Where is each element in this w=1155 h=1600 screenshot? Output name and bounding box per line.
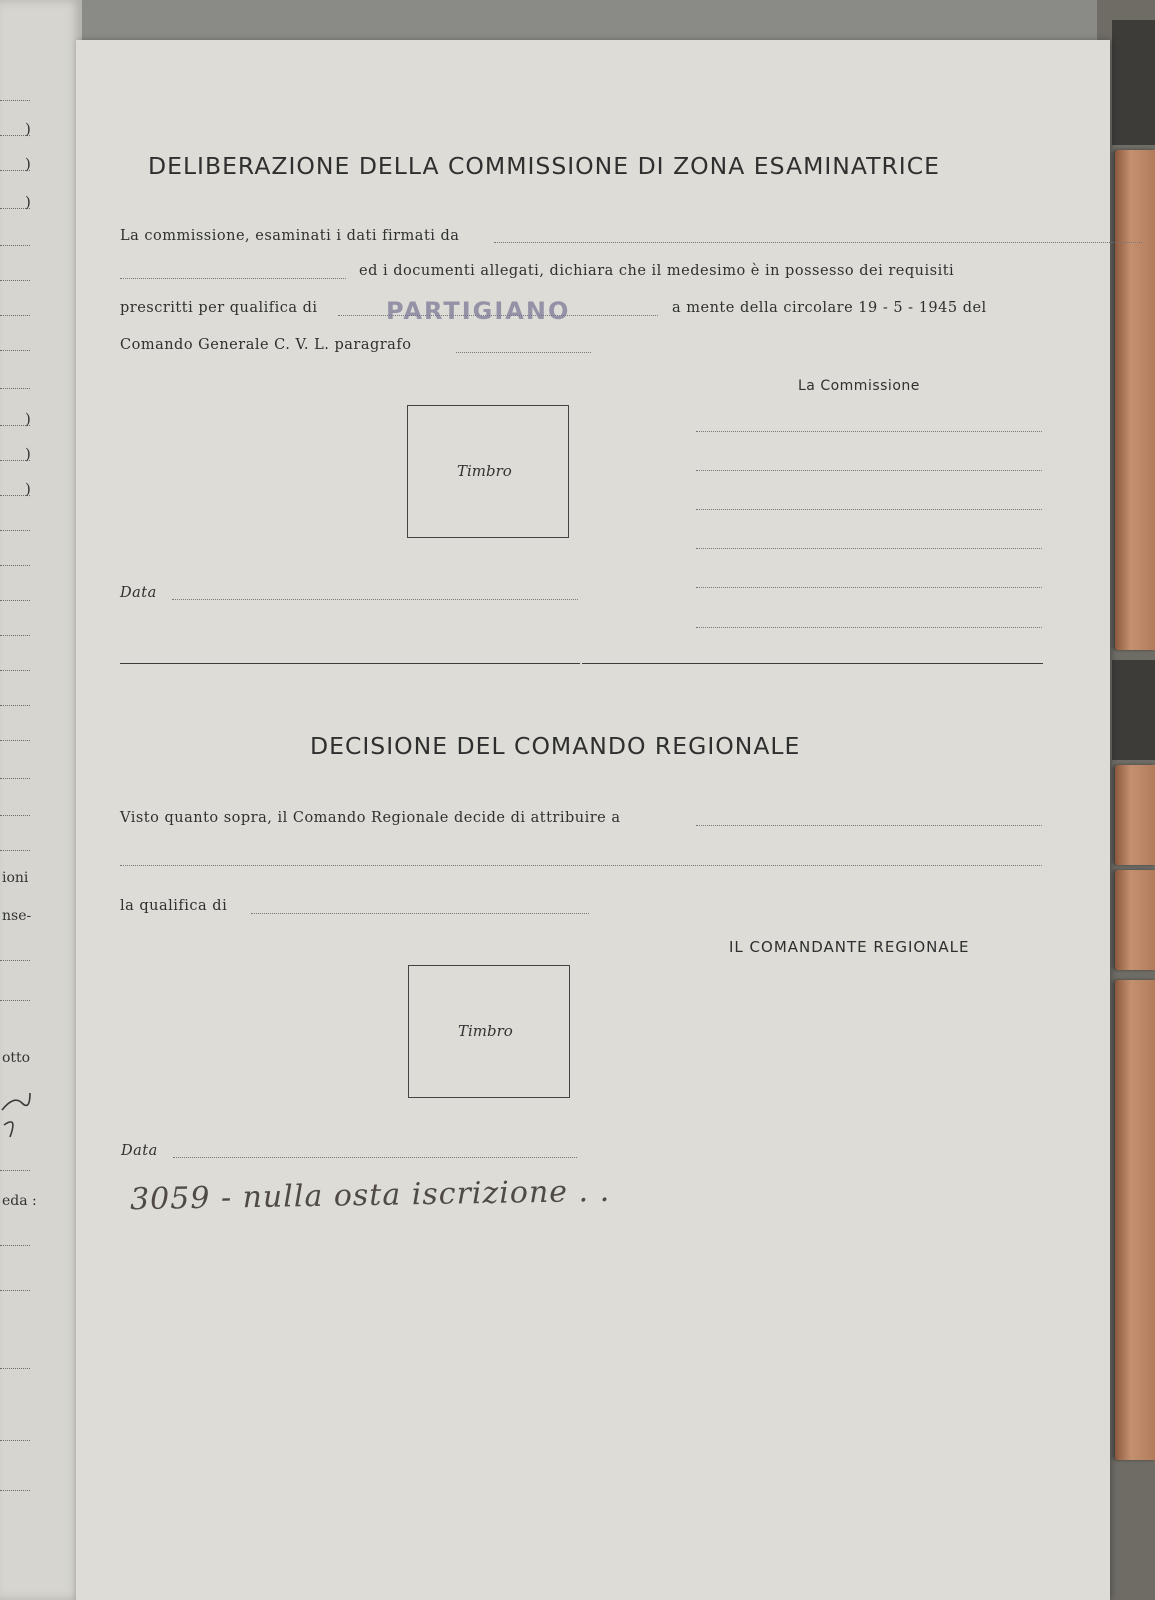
paragraph-field <box>456 352 591 353</box>
left-dotted-line <box>0 1245 30 1246</box>
left-text-fragment: ioni <box>2 870 29 886</box>
decision-line-2: la qualifica di <box>120 898 228 914</box>
left-dotted-line <box>0 280 30 281</box>
left-paren: ) <box>25 193 31 211</box>
left-dotted-line <box>0 1290 30 1291</box>
name-continuation-field <box>120 278 346 279</box>
left-dotted-line <box>0 1440 30 1441</box>
left-text-fragment: eda : <box>2 1193 37 1209</box>
binder-strip <box>1112 660 1155 760</box>
left-dotted-line <box>0 635 30 636</box>
stamp-box-2-label: Timbro <box>458 1022 513 1040</box>
commission-signature-line <box>696 548 1042 549</box>
section-divider <box>582 663 1043 664</box>
commission-line-3a: prescritti per qualifica di <box>120 300 318 316</box>
left-text-fragment: nse- <box>2 908 32 924</box>
left-dotted-line <box>0 350 30 351</box>
handwritten-note: 3059 - nulla osta iscrizione . . <box>129 1173 611 1218</box>
binder-tab <box>1115 765 1155 865</box>
date-field-2 <box>173 1157 577 1158</box>
date-label-2: Data <box>121 1143 158 1159</box>
left-paren: ) <box>25 445 31 463</box>
left-dotted-line <box>0 565 30 566</box>
section1-title: DELIBERAZIONE DELLA COMMISSIONE DI ZONA ESAMINATRICE <box>148 152 940 180</box>
binder-tab <box>1115 870 1155 970</box>
left-dotted-line <box>0 705 30 706</box>
left-page-edge <box>0 0 82 1600</box>
stamp-box-1-label: Timbro <box>457 462 512 480</box>
qualification-field-2 <box>251 913 589 914</box>
commission-line-3b: a mente della circolare 19 - 5 - 1945 del <box>672 300 987 316</box>
commission-signature-label: La Commissione <box>798 378 920 394</box>
commission-signature-line <box>696 431 1042 432</box>
commission-line-1: La commissione, esaminati i dati firmati da <box>120 228 460 244</box>
regional-commander-label: IL COMANDANTE REGIONALE <box>729 938 970 956</box>
left-dotted-line <box>0 670 30 671</box>
left-dotted-line <box>0 100 30 101</box>
left-dotted-line <box>0 1000 30 1001</box>
left-dotted-line <box>0 1170 30 1171</box>
left-dotted-line <box>0 1490 30 1491</box>
left-dotted-line <box>0 1368 30 1369</box>
left-dotted-line <box>0 600 30 601</box>
assignee-continuation-field <box>120 865 1042 866</box>
left-dotted-line <box>0 815 30 816</box>
date-field-1 <box>172 599 578 600</box>
left-dotted-line <box>0 960 30 961</box>
left-paren: ) <box>25 410 31 428</box>
commission-signature-line <box>696 470 1042 471</box>
left-paren: ) <box>25 120 31 138</box>
section-divider <box>120 663 580 664</box>
commission-line-2: ed i documenti allegati, dichiara che il medesimo è in possesso dei requisiti <box>359 263 955 279</box>
commission-signature-line <box>696 509 1042 510</box>
commission-signature-line <box>696 627 1042 628</box>
decision-line-1: Visto quanto sopra, il Comando Regionale decide di attribuire a <box>120 810 621 826</box>
left-dotted-line <box>0 530 30 531</box>
left-dotted-line <box>0 740 30 741</box>
commission-signature-line <box>696 587 1042 588</box>
section2-title: DECISIONE DEL COMANDO REGIONALE <box>310 732 801 760</box>
left-signature-scribble <box>0 1085 36 1145</box>
document-page <box>76 40 1110 1600</box>
binder-tab <box>1115 980 1155 1460</box>
left-dotted-line <box>0 245 30 246</box>
date-label-1: Data <box>120 585 157 601</box>
binder-tab <box>1115 150 1155 650</box>
left-paren: ) <box>25 155 31 173</box>
left-dotted-line <box>0 388 30 389</box>
left-dotted-line <box>0 315 30 316</box>
assignee-field <box>696 825 1042 826</box>
left-dotted-line <box>0 778 30 779</box>
left-paren: ) <box>25 480 31 498</box>
commission-line-4: Comando Generale C. V. L. paragrafo <box>120 337 412 353</box>
binder-strip <box>1112 20 1155 145</box>
signed-by-field <box>494 242 1142 243</box>
left-dotted-line <box>0 850 30 851</box>
partigiano-stamp: PARTIGIANO <box>386 297 571 325</box>
left-text-fragment: otto <box>2 1050 31 1066</box>
